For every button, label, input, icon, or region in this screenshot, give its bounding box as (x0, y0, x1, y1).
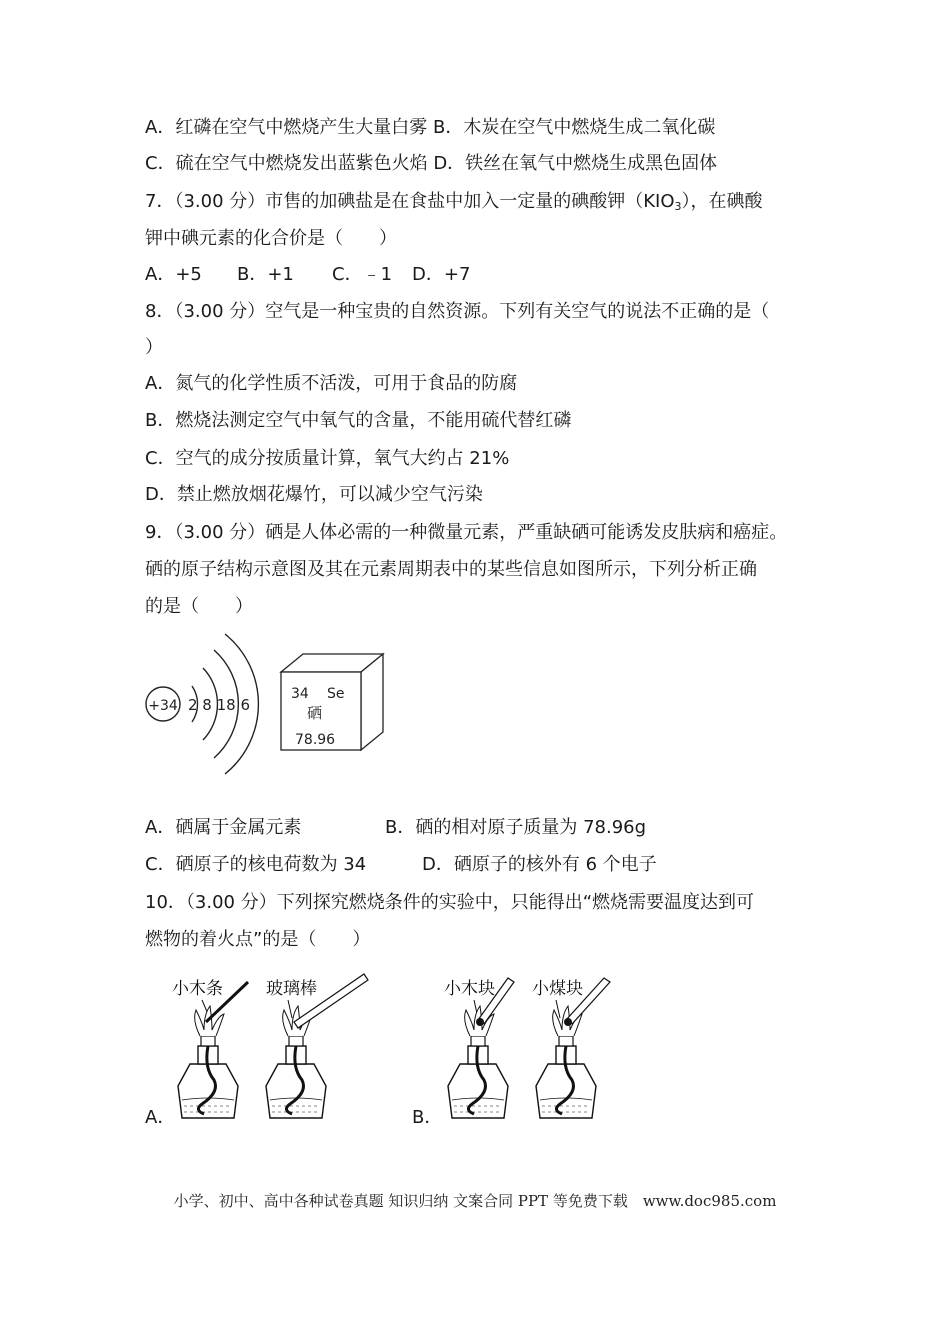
nucleus-charge-label: +34 (148, 698, 178, 714)
selenium-atom-structure-diagram (140, 628, 260, 778)
q7-stem-line-1: 7．（3.00 分）市售的加碘盐是在食盐中加入一定量的碘酸钾$(KIO_3)$，在碘酸 (145, 191, 763, 213)
q6-option-a: A．红磷在空气中燃烧产生大量白雾 (145, 117, 428, 138)
q6-option-d: D．铁丝在氧气中燃烧生成黑色固体 (433, 153, 718, 174)
q9-stem-line-2: 硒的原子结构示意图及其在元素周期表中的某些信息如图所示，下列分析正确 (145, 559, 757, 580)
page-footer: 小学、初中、高中各种试卷真题 知识归纳 文案合同 PPT 等免费下载 www.doc985.com (173, 1192, 777, 1210)
fig-a-label-glass-rod: 玻璃棒 (266, 979, 317, 999)
element-atomic-number: 34 (291, 686, 309, 702)
q10-stem-line-1: 10．（3.00 分）下列探究燃烧条件的实验中，只能得出“燃烧需要温度达到可 (145, 892, 755, 913)
element-atomic-mass: 78.96 (295, 732, 336, 748)
q7-option-b: B．+1 (237, 264, 294, 285)
q8-stem-line-1: 8．（3.00 分）空气是一种宝贵的自然资源。下列有关空气的说法不正确的是（ (145, 301, 770, 322)
q6-option-line-2 (145, 152, 717, 176)
q8-option-a: A．氮气的化学性质不活泼，可用于食品的防腐 (145, 373, 518, 394)
fig-b-label-wood-block: 小木块 (444, 979, 495, 999)
q9-option-c: C．硒原子的核电荷数为 34 (145, 854, 367, 875)
q10-stem-line-2: 燃物的着火点”的是（ ） (145, 929, 371, 950)
element-symbol: Se (327, 686, 345, 702)
q10-figure-b (438, 968, 628, 1128)
fig-b-wood-block (476, 1018, 484, 1026)
q8-option-c: C．空气的成分按质量计算，氧气大约占 21% (145, 448, 510, 469)
fig-b-coal-block (564, 1018, 572, 1026)
q6-option-c: C．硫在空气中燃烧发出蓝紫色火焰 (145, 153, 428, 174)
periodic-table-cell (275, 650, 390, 760)
q10-figure-a-label: A． (145, 1107, 176, 1128)
q9-option-a: A．硒属于金属元素 (145, 817, 302, 838)
q10-figure-b-label: B． (412, 1107, 443, 1128)
fig-a-pointer-2 (288, 1000, 292, 1018)
q6-option-b: B．木炭在空气中燃烧生成二氧化碳 (433, 117, 716, 138)
fig-b-label-coal-block: 小煤块 (532, 979, 583, 999)
q9-stem-line-1: 9．（3.00 分）硒是人体必需的一种微量元素，严重缺硒可能诱发皮肤病和癌症。 (145, 522, 788, 543)
q8-stem-line-2: ） (145, 337, 163, 358)
fig-a-label-wood-stick: 小木条 (172, 979, 223, 999)
electron-shell-counts: 2 8 18 6 (188, 696, 251, 714)
q7-subscript: 3 (674, 200, 682, 213)
q9-stem-line-3: 的是（ ） (145, 596, 253, 617)
q7-option-c: C．﹣1 (332, 264, 393, 285)
q6-option-line-1 (145, 116, 715, 140)
q7-stem-line-2: 钾中碘元素的化合价是（ ） (145, 228, 397, 249)
alcohol-lamp-left (178, 1006, 238, 1118)
q8-option-d: D．禁止燃放烟花爆竹，可以减少空气污染 (145, 484, 483, 505)
q9-option-b: B．硒的相对原子质量为 78.96g (385, 817, 647, 838)
element-chinese-name: 硒 (307, 704, 323, 722)
q7-option-a: A．+5 (145, 264, 202, 285)
q10-figure-a (168, 968, 388, 1128)
q7-option-d: D．+7 (412, 264, 471, 285)
q8-option-b: B．燃烧法测定空气中氧气的含量，不能用硫代替红磷 (145, 410, 572, 431)
q9-option-d: D．硒原子的核外有 6 个电子 (422, 854, 657, 875)
